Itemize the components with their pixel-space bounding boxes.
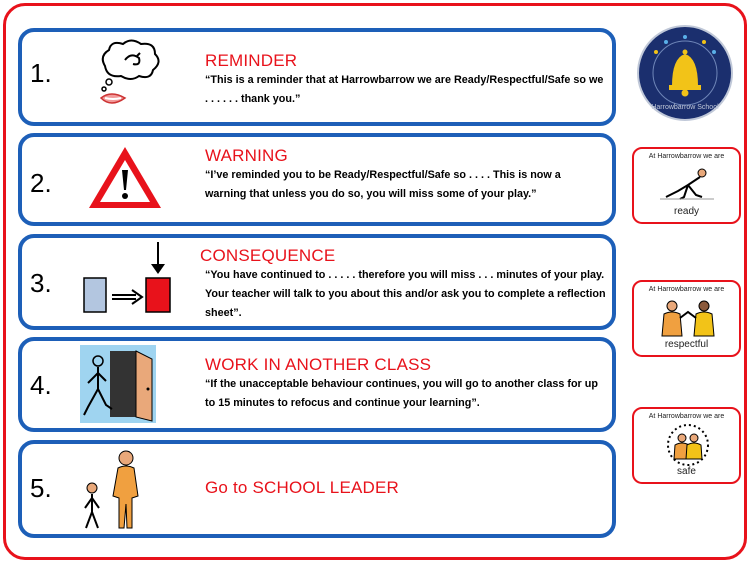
step-4-title: WORK IN ANOTHER CLASS <box>205 355 432 374</box>
step-5-number: 5. <box>30 473 52 503</box>
walking-through-door-icon <box>80 345 156 423</box>
step-4-text: “If the unacceptable behaviour continues, you will go to another class for up to 15 minutes to refocus and continue your learning”. <box>205 378 598 409</box>
step-4-number: 4. <box>30 370 52 400</box>
card-safe-label: safe <box>677 466 696 477</box>
card-safe-heading: At Harrowbarrow we are <box>648 413 725 420</box>
thought-bubble-face-icon <box>95 38 165 108</box>
warning-triangle-icon <box>86 144 164 212</box>
step-3-text: “You have continued to . . . . . therefore you will miss . . . minutes of your play. Your teacher will talk to you about this and/or ask you to complete a reflection sheet”. <box>205 269 606 319</box>
step-2-title: WARNING <box>205 146 288 165</box>
consequence-arrow-icon <box>80 240 176 320</box>
step-3-title: CONSEQUENCE <box>200 246 336 265</box>
card-respectful-heading: At Harrowbarrow we are <box>648 286 725 293</box>
card-respectful <box>632 280 741 357</box>
card-ready-label: ready <box>673 206 699 217</box>
step-1-number: 1. <box>30 58 52 88</box>
child-and-adult-icon <box>80 448 150 532</box>
step-2-number: 2. <box>30 168 52 198</box>
safe-circle-icon <box>658 423 718 469</box>
step-3-number: 3. <box>30 268 52 298</box>
respectful-people-icon <box>658 296 718 338</box>
card-respectful-label: respectful <box>664 339 709 350</box>
card-ready <box>632 147 741 224</box>
step-1-title: REMINDER <box>205 51 298 70</box>
step-5-title: Go to SCHOOL LEADER <box>205 478 400 497</box>
card-safe <box>632 407 741 484</box>
step-2-text: “I’ve reminded you to be Ready/Respectful/Safe so . . . . This is now a warning that unless you do so, you will miss some of your play.” <box>205 169 561 200</box>
card-ready-heading: At Harrowbarrow we are <box>648 153 725 160</box>
step-1-text: “This is a reminder that at Harrowbarrow we are Ready/Respectful/Safe so we . . . . . . thank you.” <box>205 74 604 105</box>
ready-crouch-icon <box>658 163 718 203</box>
logo-text: Harrowbarrow School <box>651 104 719 111</box>
